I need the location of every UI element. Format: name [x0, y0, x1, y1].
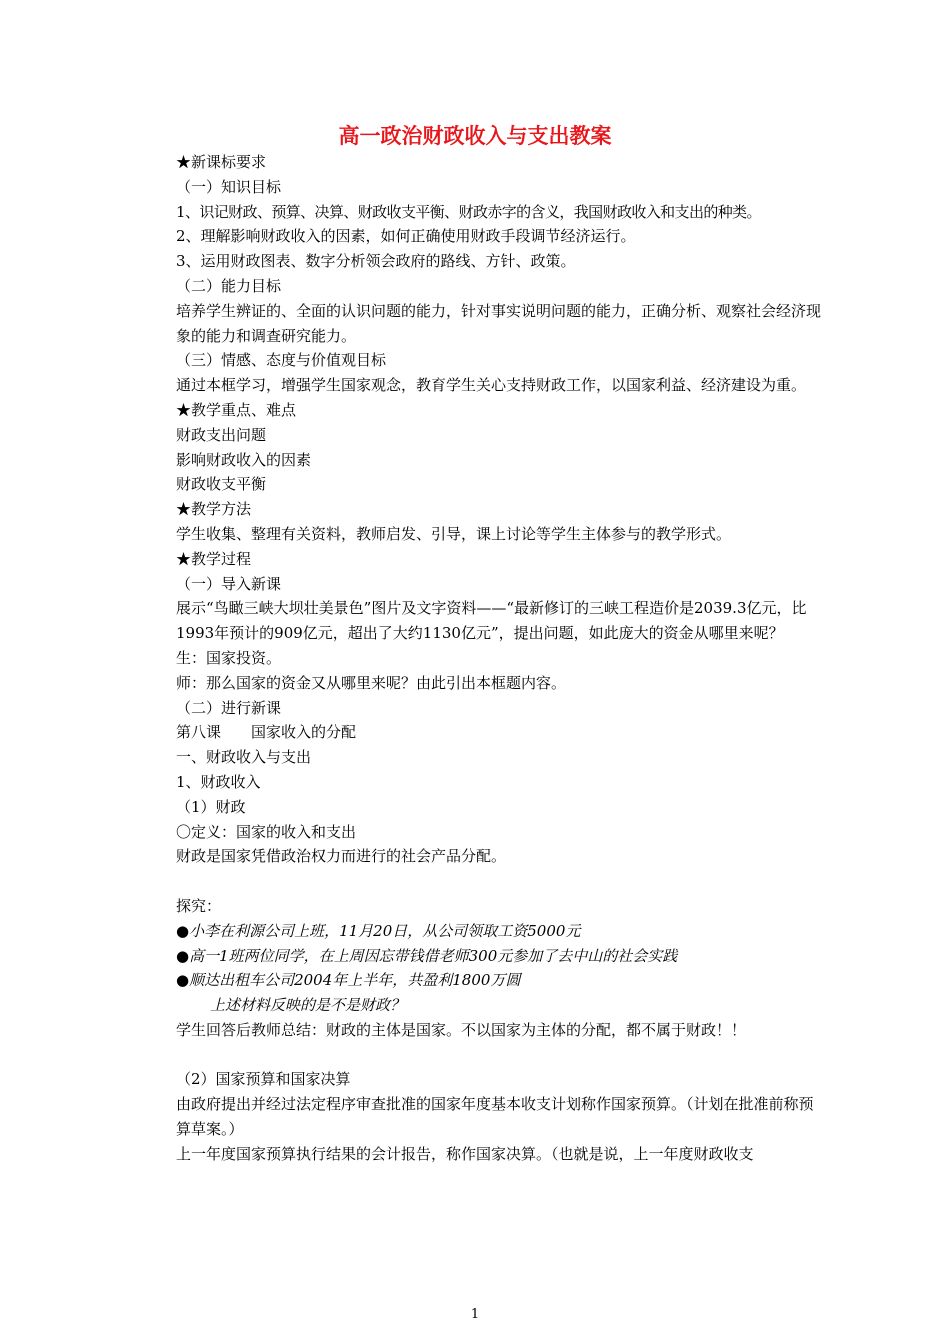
document-title: 高一政治财政收入与支出教案	[338, 124, 612, 148]
lesson-heading: 第八课 国家收入的分配	[176, 723, 357, 742]
topic-heading: 1、财政收入	[176, 772, 261, 791]
dialogue-line: 生：国家投资。	[176, 648, 282, 667]
blank-line	[176, 869, 826, 894]
paragraph: 通过本框学习，增强学生国家观念，教育学生关心支持财政工作，以国家利益、经济建设为重。	[176, 376, 807, 395]
paragraph: 展示“鸟瞰三峡大坝壮美景色”图片及文字资料——“最新修订的三峡工程造价是2039.3亿元，比1993年预计的909亿元，超出了大约1130亿元”，提出问题，如此庞大的资金从哪里来呢？	[176, 599, 807, 643]
section-heading: ★新课标要求	[176, 153, 267, 171]
subsection-heading: （三）情感、态度与价值观目标	[176, 351, 387, 370]
paragraph: 学生回答后教师总结：财政的主体是国家。不以国家为主体的分配，都不属于财政！！	[176, 1020, 747, 1039]
subsection-heading: （二）进行新课	[176, 698, 282, 717]
paragraph: 上一年度国家预算执行结果的会计报告，称作国家决算。（也就是说，上一年度财政收支	[176, 1144, 754, 1163]
topic-heading: 一、财政收入与支出	[176, 748, 312, 767]
paragraph: 探究：	[176, 896, 222, 915]
question-line: 上述材料反映的是不是财政？	[210, 996, 406, 1015]
section-heading: ★教学方法	[176, 500, 252, 519]
paragraph: 财政是国家凭借政治权力而进行的社会产品分配。	[176, 847, 507, 866]
topic-heading: （2）国家预算和国家决算	[176, 1070, 351, 1089]
paragraph: 由政府提出并经过法定程序审查批准的国家年度基本收支计划称作国家预算。（计划在批准前称预算草案。）	[176, 1095, 814, 1139]
subsection-heading: （一）知识目标	[176, 177, 282, 196]
list-item: 影响财政收入的因素	[176, 450, 312, 469]
paragraph: 培养学生辨证的、全面的认识问题的能力，针对事实说明问题的能力，正确分析、观察社会经济现象的能力和调查研究能力。	[176, 301, 822, 345]
document-body	[176, 150, 826, 1167]
definition-line: 〇定义：国家的收入和支出	[176, 822, 357, 841]
section-heading: ★教学重点、难点	[176, 400, 297, 419]
dialogue-line: 师：那么国家的资金又从哪里来呢？由此引出本框题内容。	[176, 673, 567, 692]
paragraph: 1、识记财政、预算、决算、财政收支平衡、财政赤字的含义，我国财政收入和支出的种类。	[176, 202, 761, 221]
paragraph: 2、理解影响财政收入的因素，如何正确使用财政手段调节经济运行。	[176, 227, 636, 246]
list-item: 财政收支平衡	[176, 475, 267, 494]
paragraph: 3、运用财政图表、数字分析领会政府的路线、方针、政策。	[176, 252, 576, 271]
example-item: ●小李在利源公司上班，11月20日，从公司领取工资5000元	[176, 921, 581, 940]
page-number: 1	[470, 1307, 480, 1322]
section-heading: ★教学过程	[176, 549, 252, 568]
subsection-heading: （一）导入新课	[176, 574, 282, 593]
example-item: ●顺达出租车公司2004年上半年，共盈利1800万圆	[176, 971, 521, 990]
subsection-heading: （二）能力目标	[176, 276, 282, 295]
list-item: 财政支出问题	[176, 425, 267, 444]
blank-line	[176, 1043, 826, 1068]
topic-heading: （1）财政	[176, 797, 246, 816]
example-item: ●高一1班两位同学，在上周因忘带钱借老师300元参加了去中山的社会实践	[176, 946, 678, 965]
paragraph: 学生收集、整理有关资料，教师启发、引导，课上讨论等学生主体参与的教学形式。	[176, 524, 732, 543]
